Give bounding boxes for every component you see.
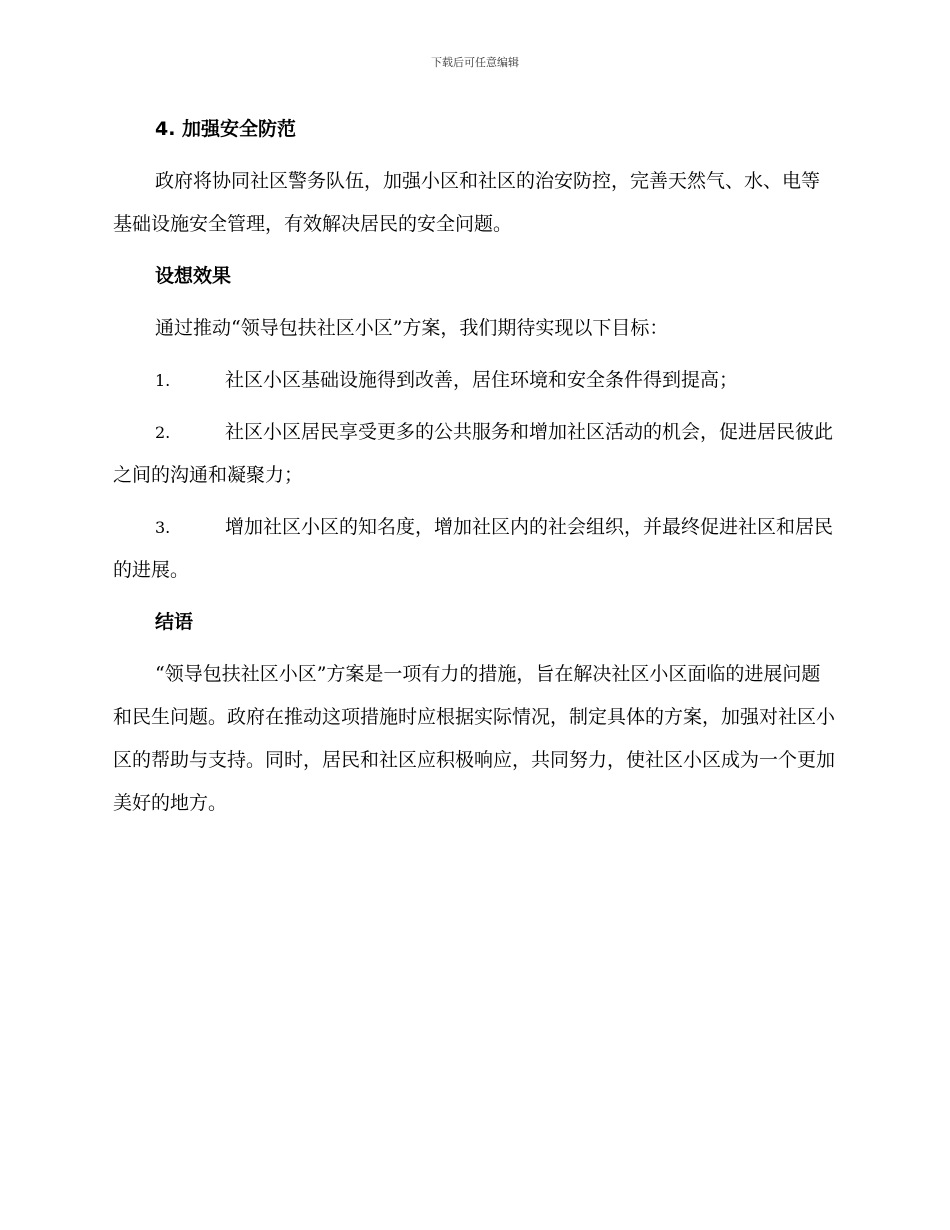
- page-header: 下载后可任意编辑: [431, 56, 519, 69]
- list-item-number: 3.: [155, 518, 171, 537]
- effects-intro: 通过推动“领导包扶社区小区”方案，我们期待实现以下目标：: [155, 317, 669, 339]
- list-item-text: 社区小区基础设施得到改善，居住环境和安全条件得到提高；: [225, 369, 739, 391]
- section-heading-safety: 4. 加强安全防范: [155, 118, 297, 140]
- list-item-number: 1.: [155, 371, 171, 390]
- list-item: [113, 411, 835, 497]
- conclusion-paragraph: “领导包扶社区小区”方案是一项有力的措施，旨在解决社区小区面临的进展问题和民生问题。政府在推动这项措施时应根据实际情况，制定具体的方案，加强对社区小区的帮助与支持。同时，居民和社区应积极响应，共同努力，使社区小区成为一个更加美好的地方。: [113, 663, 836, 814]
- section-heading-effects: 设想效果: [155, 265, 232, 287]
- document-body: [113, 108, 835, 834]
- section-heading-conclusion: 结语: [155, 611, 194, 633]
- safety-paragraph: 政府将协同社区警务队伍，加强小区和社区的治安防控，完善天然气、水、电等基础设施安全管理，有效解决居民的安全问题。: [113, 170, 821, 235]
- list-item-number: 2.: [155, 423, 171, 442]
- list-item-text: 增加社区小区的知名度，增加社区内的社会组织，并最终促进社区和居民的进展。: [113, 516, 834, 581]
- list-item: [113, 506, 835, 592]
- list-item-text: 社区小区居民享受更多的公共服务和增加社区活动的机会，促进居民彼此之间的沟通和凝聚力；: [113, 421, 834, 486]
- list-item: [113, 359, 835, 402]
